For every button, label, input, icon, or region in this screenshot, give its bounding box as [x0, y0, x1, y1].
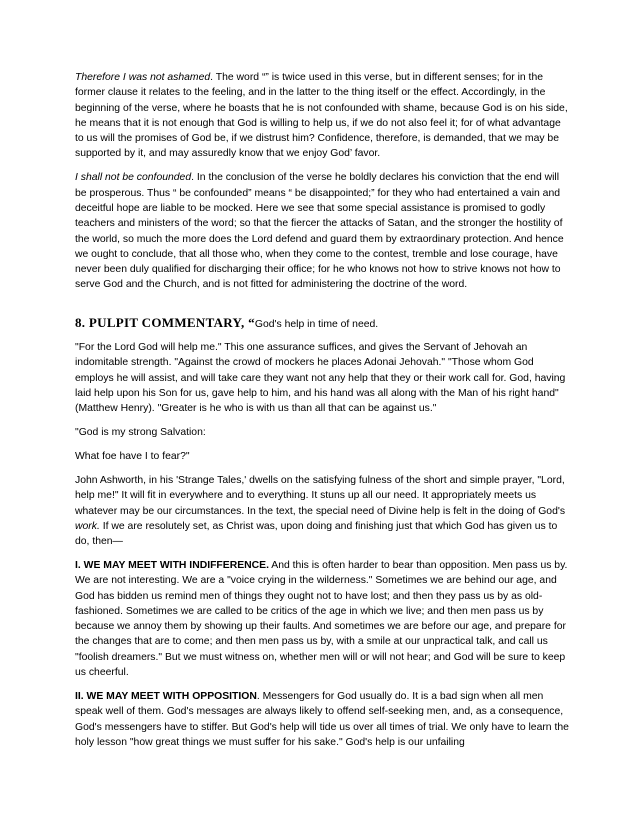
- p4-text-b: If we are resolutely set, as Christ was, upon doing and finishing just that which God has given us to do, then—: [75, 520, 558, 548]
- point-one-label: I. WE MAY MEET WITH INDIFFERENCE.: [75, 559, 269, 571]
- pulpit-paragraph-1: "For the Lord God will help me." This one assurance suffices, and gives the Servant of Jehovah an indomitable strength. "Against the crowd of mockers he places Adonai Jehovah." "Those whom God employs he will assist, and will take care they want not any help that they or their work call for. God, having laid help upon his Son for us, gave help to him, and his hand was all along with the Man of his right hand" (Matthew Henry). "Greater is he who is with us than all that can be against us.": [75, 342, 566, 415]
- point-two-paragraph: [75, 689, 570, 750]
- pulpit-paragraph-2: "God is my strong Salvation:: [75, 427, 206, 439]
- calvin-p2-lead: I shall not be confounded: [75, 172, 192, 184]
- pulpit-paragraph-4: [75, 473, 570, 549]
- p4-text-a: John Ashworth, in his 'Strange Tales,' dwells on the satisfying fulness of the short and simple prayer, "Lord, help me!" It will fit in everywhere and to everything. It stuns up all our need. It appropriately meets us whatever may be our circumstances. In the text, the special need of Divine help is felt in the doing of God's: [75, 474, 566, 517]
- point-two-text: . Messengers for God usually do. It is a bad sign when all men speak well of them. God's messages are always likely to offend self-seeking men, and, as a consequence, God's messengers have to stiffer. But God's help will tide us over all times of trial. We only have to learn the holy lesson "how great things we must suffer for his sake." God's help is our unfailing: [75, 690, 569, 748]
- calvin-p1-lead: Therefore I was not ashamed: [75, 72, 211, 83]
- section-heading: [75, 315, 570, 332]
- calvin-paragraph-2: [75, 170, 570, 292]
- point-one-paragraph: [75, 558, 570, 680]
- calvin-p2-text: . In the conclusion of the verse he boldly declares his conviction that the end will be prosperous. Thus “ be confounded” means “ be disappointed;” for they who had entertained a vain and deceitful hope are liable to be mocked. Here we see that some special assistance is promised to godly teachers and ministers of the word; so that the fiercer the attacks of Satan, and the stronger the hostility of the world, so much the more does the Lord defend and guard them by extraordinary protection. And hence we ought to conclude, that all those who, when they come to the contest, tremble and lose courage, have never been duly qualified for discharging their office; for he who knows not how to strive knows not how to serve God and the Church, and is not fitted for administering the doctrine of the word.: [75, 172, 564, 291]
- heading-rest: God's help in time of need.: [254, 318, 379, 330]
- heading-bold: 8. PULPIT COMMENTARY, “: [75, 314, 255, 330]
- calvin-p1-text: . The word “” is twice used in this verse, but in different senses; for in the former clause it relates to the feeling, and in the latter to the thing itself or the effect. Accordingly, in the beginning of the verse, where he boasts that he is not confounded with shame, because God is on his side, he means that it is not enough that God is willing to help us, if we do not also feel it; for of what advantage to us will the promises of God be, if we distrust him? Confidence, therefore, is demanded, that we may be supported by it, and may assuredly know that we enjoy God’ favor.: [75, 72, 568, 160]
- document-page: [75, 70, 570, 759]
- pulpit-paragraph-3: What foe have I to fear?": [75, 451, 190, 463]
- calvin-paragraph-1: [75, 70, 570, 162]
- p4-work: work.: [75, 520, 100, 532]
- point-one-text: And this is often harder to bear than opposition. Men pass us by. We are not interesting. We are a "voice crying in the wilderness." Sometimes we are behind our age, and God has bidden us remind men of things they ought not to have lost; and then they pass us by as old-fashioned. Sometimes we are called to be critics of the age in which we live; and then men pass us by because we annoy them by showing up their faults. And sometimes we are before our age, and prepare for the changes that are to come; and then men pass us by, with a smile at our unpractical talk, and call us "foolish dreamers." But we must witness on, whether men will or will not hear; and God will be sure to keep us cheerful.: [75, 559, 568, 679]
- point-two-label: II. WE MAY MEET WITH OPPOSITION: [75, 690, 257, 702]
